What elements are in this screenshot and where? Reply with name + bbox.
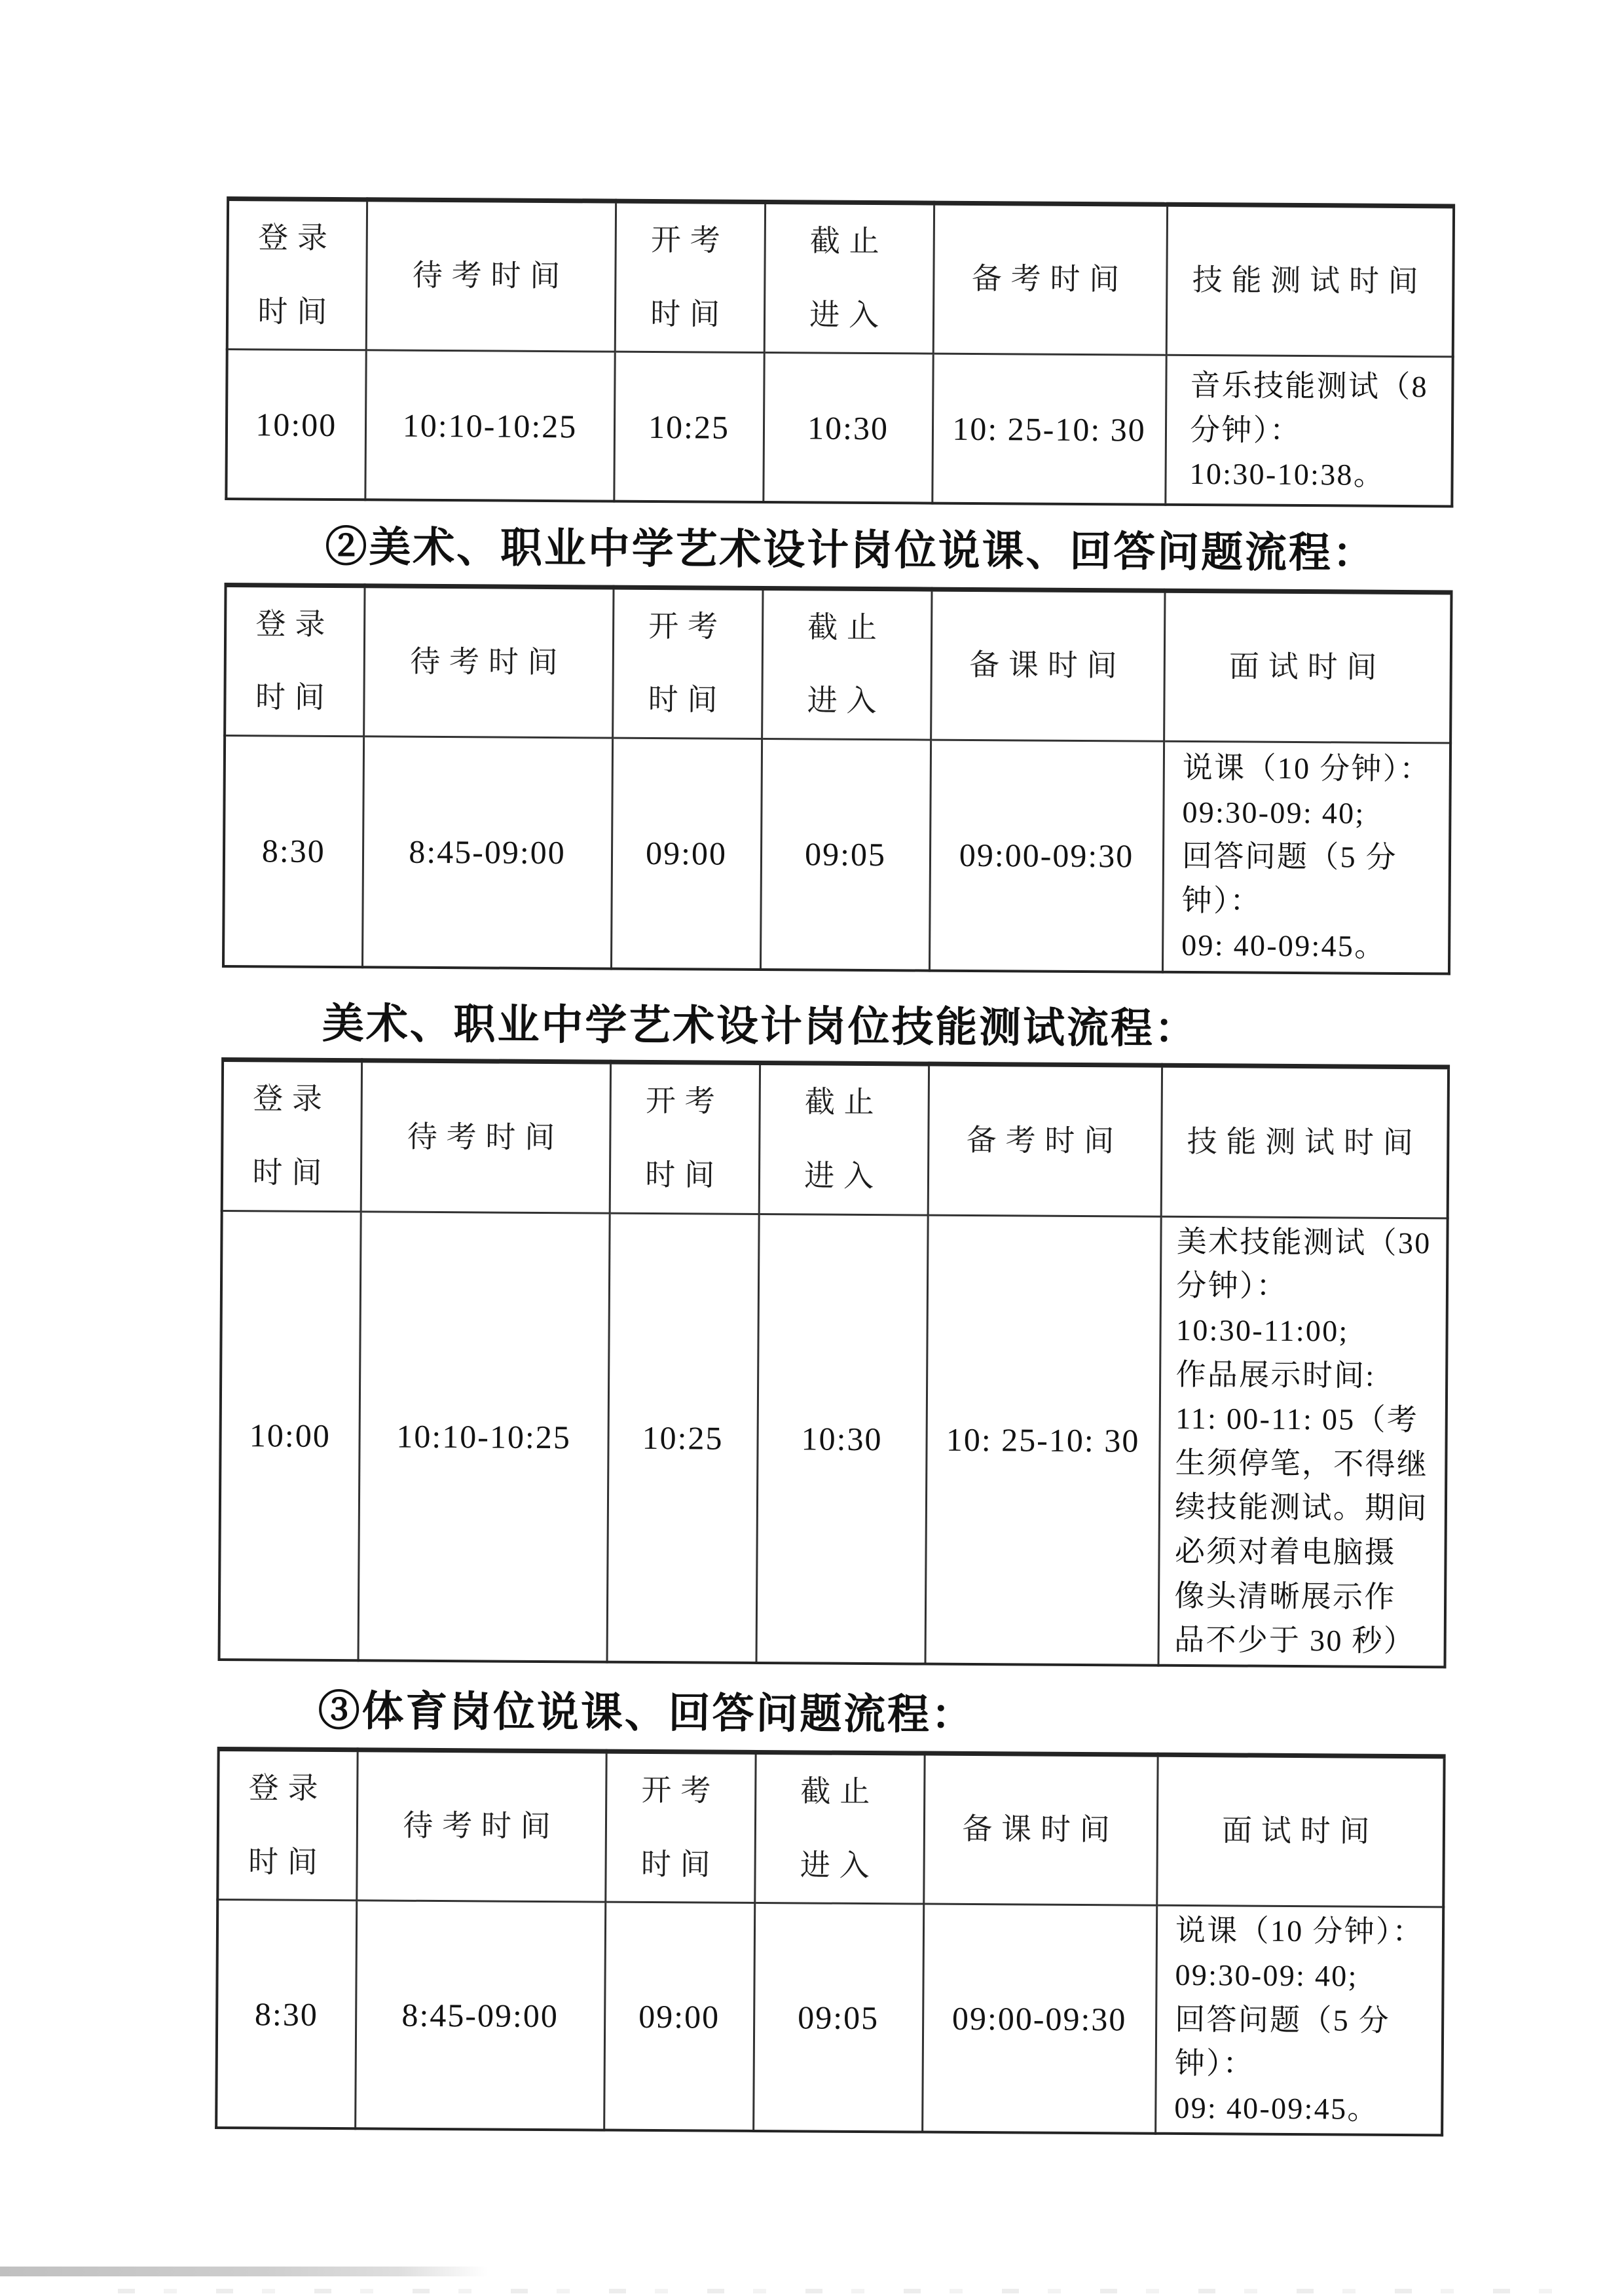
cell-text: 09:00-09:30 [951,1999,1127,2037]
header-text: 待考时间 [410,644,567,680]
header-text: 备考时间 [971,262,1129,297]
cell-text: 09:00-09:30 [959,837,1134,875]
cell-interview-time [1162,741,1450,974]
cell-text: 09:05 [804,835,887,873]
cell-text: 美术技能测试（30 分钟）： 10:30-11:00; 作品展示时间: 11: 00-11: 05（考 生须停笔，不得继 续技能测试。期间 必须对着电脑摄 像头清晰展示作 品不少于 30 秒） [1173,1224,1431,1658]
section-title-pe-interview: ③体育岗位说课、回答问题流程： [318,1688,976,1739]
header-lesson-prep-time [923,1753,1157,1906]
cell-entry-deadline [763,353,932,503]
header-login-time [217,1749,357,1901]
table-row [216,1900,1443,2135]
scan-artifact-noise [118,2289,1578,2293]
header-prep-time [933,203,1167,355]
cell-text: 10:00 [255,405,337,443]
scan-artifact-bar [0,2267,488,2276]
header-text: 截止 进入 [807,610,887,718]
cell-text: 8:45-09:00 [401,1996,559,2034]
header-text: 登录 时间 [257,221,337,329]
cell-waiting-time [362,737,612,968]
header-text: 备课时间 [969,647,1126,683]
table-row [223,735,1450,973]
cell-start-time [604,1902,754,2130]
header-text: 截止 进入 [809,224,889,332]
cell-login-time [216,1900,356,2128]
cell-text: 09:05 [798,1998,879,2036]
cell-text: 10:25 [642,1419,724,1457]
cell-entry-deadline [756,1214,927,1664]
header-interview-time [1156,1755,1444,1907]
cell-waiting-time [365,350,614,501]
header-skill-test-time [1166,204,1454,357]
header-text: 备考时间 [966,1123,1124,1157]
header-text: 备课时间 [962,1812,1119,1847]
cell-text: 说课（10 分钟）： 09:30-09: 40; 回答问题（5 分 钟）： 09: 40-09:45。 [1181,751,1431,963]
cell-text: 10:00 [249,1417,331,1454]
cell-text: 8:30 [254,1995,319,2033]
header-text: 待考时间 [407,1120,564,1154]
cell-entry-deadline [753,1903,923,2132]
header-text: 开考 时间 [648,609,728,717]
cell-start-time [611,738,762,969]
document-content [215,0,1454,2136]
header-text: 待考时间 [412,259,570,293]
cell-lesson-prep-time [922,1904,1156,2133]
cell-text: 音乐技能测试（8 分钟）： 10:30-10:38。 [1189,369,1429,492]
cell-skill-test-time [1158,1216,1447,1667]
section-title-art-skill: 美术、职业中学艺术设计岗位技能测试流程： [322,1000,1198,1052]
cell-lesson-prep-time [929,740,1164,972]
header-text: 截止 进入 [804,1085,883,1194]
header-start-time [610,1062,760,1214]
header-text: 面试时间 [1228,649,1386,684]
cell-login-time [223,735,363,966]
header-entry-deadline [759,1063,929,1215]
cell-text: 09:00 [638,1997,720,2035]
cell-entry-deadline [760,739,931,971]
header-entry-deadline [762,588,931,740]
cell-text: 10:30 [807,409,889,446]
cell-text: 8:30 [261,832,325,870]
header-row [217,1749,1444,1907]
cell-interview-time [1155,1905,1443,2135]
header-waiting-time [363,585,613,738]
art-skill-test-table [218,1057,1450,1668]
cell-text: 8:45-09:00 [409,833,566,871]
header-row [227,199,1454,357]
header-waiting-time [356,1750,606,1903]
header-entry-deadline [764,202,934,354]
header-row [225,585,1451,743]
header-text: 登录 时间 [248,1771,327,1879]
header-row [222,1060,1449,1218]
cell-text: 10:30 [801,1420,883,1458]
cell-waiting-time [358,1211,610,1662]
header-login-time [227,199,367,351]
header-login-time [222,1060,361,1212]
header-text: 截止 进入 [800,1774,879,1882]
header-text: 待考时间 [403,1808,560,1844]
cell-skill-test-time [1165,355,1452,507]
header-text: 开考 时间 [650,223,729,331]
header-start-time [615,201,765,353]
header-text: 开考 时间 [645,1084,724,1192]
cell-prep-time [932,354,1166,504]
header-skill-test-time [1161,1065,1449,1218]
table-row [219,1211,1448,1667]
header-start-time [612,587,762,739]
cell-prep-time [925,1215,1160,1666]
cell-start-time [614,352,764,501]
pe-interview-table [215,1747,1446,2136]
header-interview-time [1164,591,1451,743]
art-interview-table [222,583,1453,975]
header-login-time [225,585,364,737]
header-text: 面试时间 [1221,1813,1379,1849]
cell-text: 10: 25-10: 30 [952,410,1146,448]
music-skill-test-table [225,196,1455,507]
cell-login-time [226,350,365,500]
cell-waiting-time [355,1901,605,2130]
header-prep-time [928,1064,1162,1216]
header-text: 登录 时间 [255,606,335,715]
header-waiting-time [361,1061,610,1213]
table-row [226,350,1452,506]
header-waiting-time [366,200,616,352]
cell-text: 10:25 [648,408,730,446]
cell-text: 09:00 [645,835,728,872]
cell-text: 说课（10 分钟）： 09:30-09: 40; 回答问题（5 分 钟）： 09: 40-09:45。 [1174,1914,1424,2126]
header-text: 登录 时间 [252,1082,331,1190]
cell-text: 10:10-10:25 [396,1417,571,1456]
cell-text: 10: 25-10: 30 [946,1421,1140,1459]
section-title-art-interview: ②美术、职业中学艺术设计岗位说课、回答问题流程： [325,523,1376,577]
header-text: 技能测试时间 [1192,263,1428,299]
header-text: 技能测试时间 [1187,1124,1422,1159]
header-start-time [605,1751,755,1903]
cell-text: 10:10-10:25 [402,407,578,445]
header-lesson-prep-time [931,589,1164,742]
cell-start-time [607,1213,759,1663]
header-text: 开考 时间 [640,1773,720,1882]
header-entry-deadline [754,1752,924,1904]
cell-login-time [219,1211,361,1660]
